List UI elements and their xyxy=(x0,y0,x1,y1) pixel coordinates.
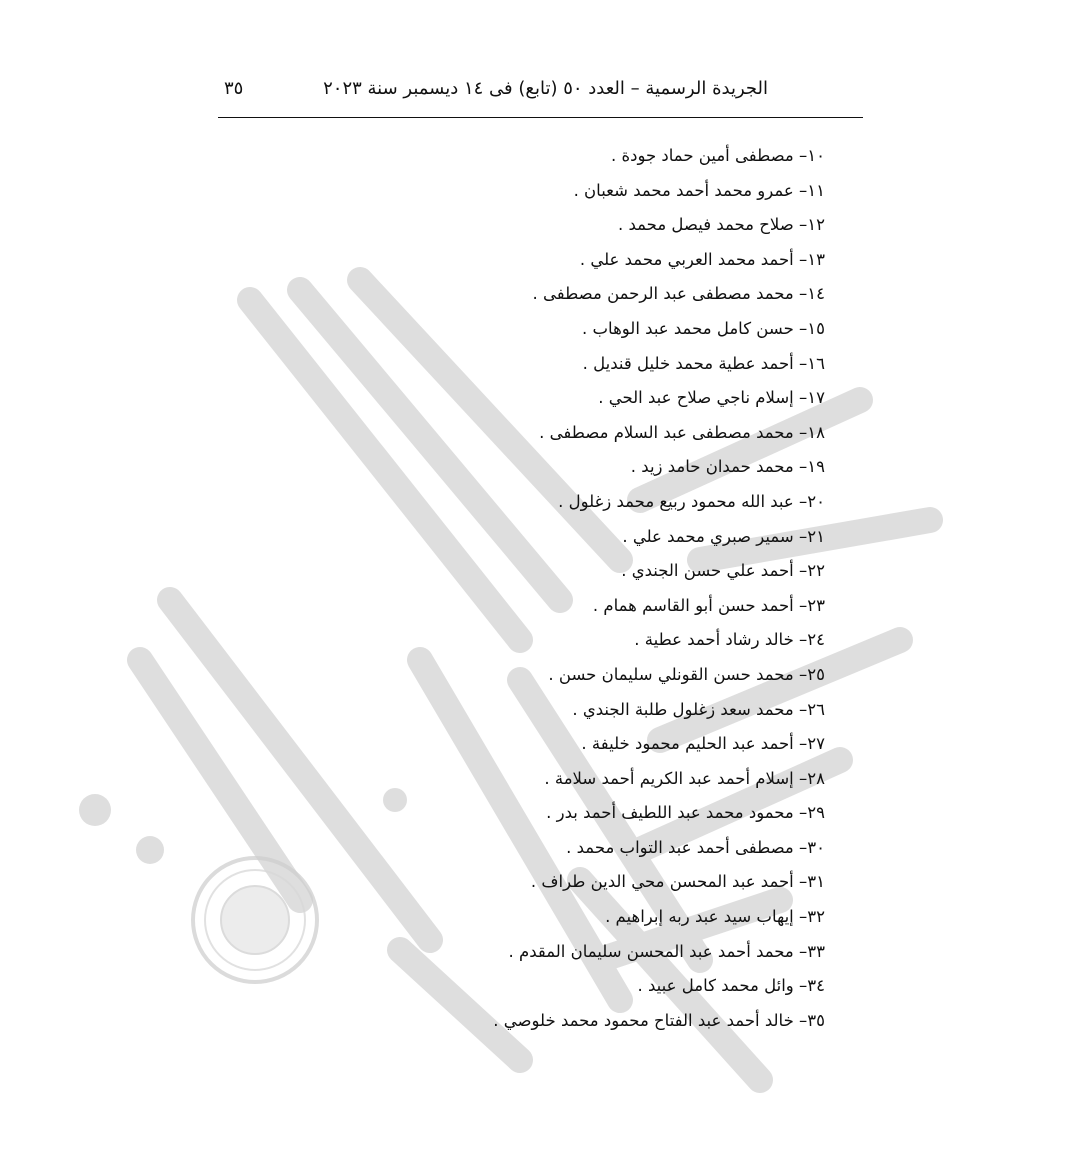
list-item: ٣٤– وائل محمد كامل عبيد . xyxy=(637,976,825,996)
list-item: ١٥– حسن كامل محمد عبد الوهاب . xyxy=(582,318,825,338)
list-item: ٢٣– أحمد حسن أبو القاسم همام . xyxy=(592,595,825,615)
gazette-header-title: الجريدة الرسمية – العدد ٥٠ (تابع) فى ١٤ ديسمبر سنة ٢٠٢٣ xyxy=(323,78,768,99)
list-item: ١١– عمرو محمد أحمد محمد شعبان . xyxy=(573,180,825,200)
list-item: ١٧– إسلام ناجي صلاح عبد الحي . xyxy=(598,388,825,408)
page-number: ٣٥ xyxy=(224,78,244,99)
page-header xyxy=(218,70,863,110)
header-rule xyxy=(218,117,863,118)
list-item: ١٣– أحمد محمد العربي محمد علي . xyxy=(579,249,825,269)
list-item: ٢٥– محمد حسن القونلي سليمان حسن . xyxy=(548,664,825,684)
list-item: ٣١– أحمد عبد المحسن محي الدين طراف . xyxy=(530,872,825,892)
list-item: ٣٥– خالد أحمد عبد الفتاح محمود محمد خلوصي . xyxy=(493,1010,825,1030)
list-item: ١٩– محمد حمدان حامد زيد . xyxy=(630,457,825,477)
names-list xyxy=(265,139,825,1038)
list-item: ٣٢– إيهاب سيد عبد ربه إبراهيم . xyxy=(605,907,825,927)
list-item: ٢١– سمير صبري محمد علي . xyxy=(622,526,825,546)
list-item: ١٦– أحمد عطية محمد خليل قنديل . xyxy=(582,353,825,373)
list-item: ٣٣– محمد أحمد عبد المحسن سليمان المقدم . xyxy=(508,941,825,961)
list-item: ٣٠– مصطفى أحمد عبد التواب محمد . xyxy=(566,837,825,857)
list-item: ٢٤– خالد رشاد أحمد عطية . xyxy=(634,630,825,650)
list-item: ٢٨– إسلام أحمد عبد الكريم أحمد سلامة . xyxy=(544,768,825,788)
list-item: ٢٠– عبد الله محمود ربيع محمد زغلول . xyxy=(558,491,825,511)
list-item: ١٢– صلاح محمد فيصل محمد . xyxy=(617,215,825,235)
list-item: ٢٩– محمود محمد عبد اللطيف أحمد بدر . xyxy=(546,803,825,823)
list-item: ٢٦– محمد سعد زغلول طلبة الجندي . xyxy=(572,699,825,719)
list-item: ١٨– محمد مصطفى عبد السلام مصطفى . xyxy=(539,422,825,442)
list-item: ٢٢– أحمد علي حسن الجندي . xyxy=(621,561,825,581)
list-item: ١٤– محمد مصطفى عبد الرحمن مصطفى . xyxy=(532,284,825,304)
list-item: ١٠– مصطفى أمين حماد جودة . xyxy=(610,146,825,165)
list-item: ٢٧– أحمد عبد الحليم محمود خليفة . xyxy=(581,734,825,754)
